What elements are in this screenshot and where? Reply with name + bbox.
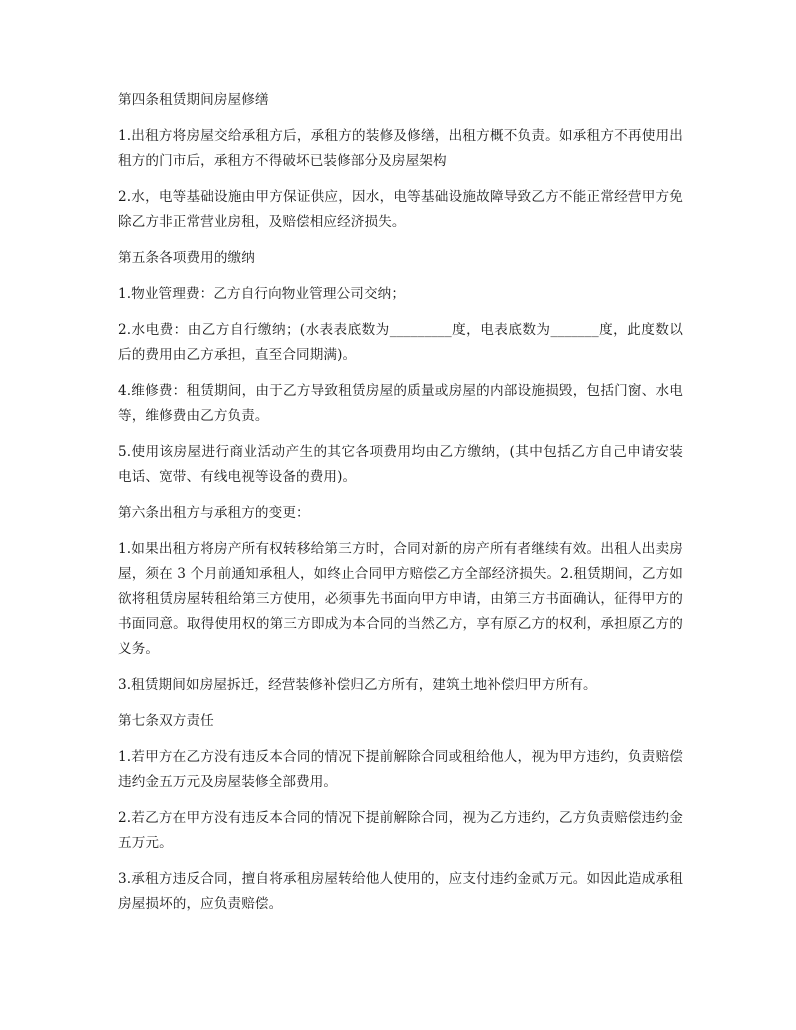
- paragraph: 2.水电费：由乙方自行缴纳；(水表表底数为_________度，电表底数为_______度，此度数以后的费用由乙方承担，直至合同期满)。: [118, 322, 683, 363]
- paragraph: 5.使用该房屋进行商业活动产生的其它各项费用均由乙方缴纳，(其中包括乙方自己申请安装电话、宽带、有线电视等设备的费用)。: [118, 444, 683, 485]
- section-heading-article-6: 第六条出租方与承租方的变更：: [118, 505, 310, 521]
- section-heading-article-4: 第四条租赁期间房屋修缮: [118, 92, 269, 108]
- paragraph: 1.如果出租方将房产所有权转移给第三方时，合同对新的房产所有者继续有效。出租人出卖房屋，须在 3 个月前通知承租人，如终止合同甲方赔偿乙方全部经济损失。2.租赁期间，乙方如欲将租赁房屋转租给第三方使用，必须事先书面向甲方申请，由第三方书面确认，征得甲方的书面同意。取得使用权的第三方即成为本合同的当然乙方，享有原乙方的权利，承担原乙方的义务。: [118, 541, 683, 657]
- section-heading-article-7: 第七条双方责任: [118, 713, 214, 729]
- paragraph: 2.若乙方在甲方没有违反本合同的情况下提前解除合同，视为乙方违约，乙方负责赔偿违约金五万元。: [118, 810, 683, 851]
- paragraph: 1.出租方将房屋交给承租方后，承租方的装修及修缮，出租方概不负责。如承租方不再使用出租方的门市后，承租方不得破坏已装修部分及房屋架构: [118, 128, 683, 169]
- paragraph: 1.物业管理费：乙方自行向物业管理公司交纳；: [118, 286, 406, 302]
- paragraph: 3.承租方违反合同，擅自将承租房屋转给他人使用的，应支付违约金贰万元。如因此造成承租房屋损坏的，应负责赔偿。: [118, 871, 683, 912]
- paragraph: 3.租赁期间如房屋拆迁，经营装修补偿归乙方所有，建筑土地补偿归甲方所有。: [118, 677, 597, 693]
- paragraph: 2.水，电等基础设施由甲方保证供应，因水，电等基础设施故障导致乙方不能正常经营甲方免除乙方非正常营业房租，及赔偿相应经济损失。: [118, 189, 683, 230]
- paragraph: 4.维修费：租赁期间，由于乙方导致租赁房屋的质量或房屋的内部设施损毁，包括门窗、水电等，维修费由乙方负责。: [118, 383, 683, 424]
- section-heading-article-5: 第五条各项费用的缴纳: [118, 250, 255, 266]
- document-page: [118, 88, 683, 928]
- paragraph: 1.若甲方在乙方没有违反本合同的情况下提前解除合同或租给他人，视为甲方违约，负责赔偿违约金五万元及房屋装修全部费用。: [118, 749, 683, 790]
